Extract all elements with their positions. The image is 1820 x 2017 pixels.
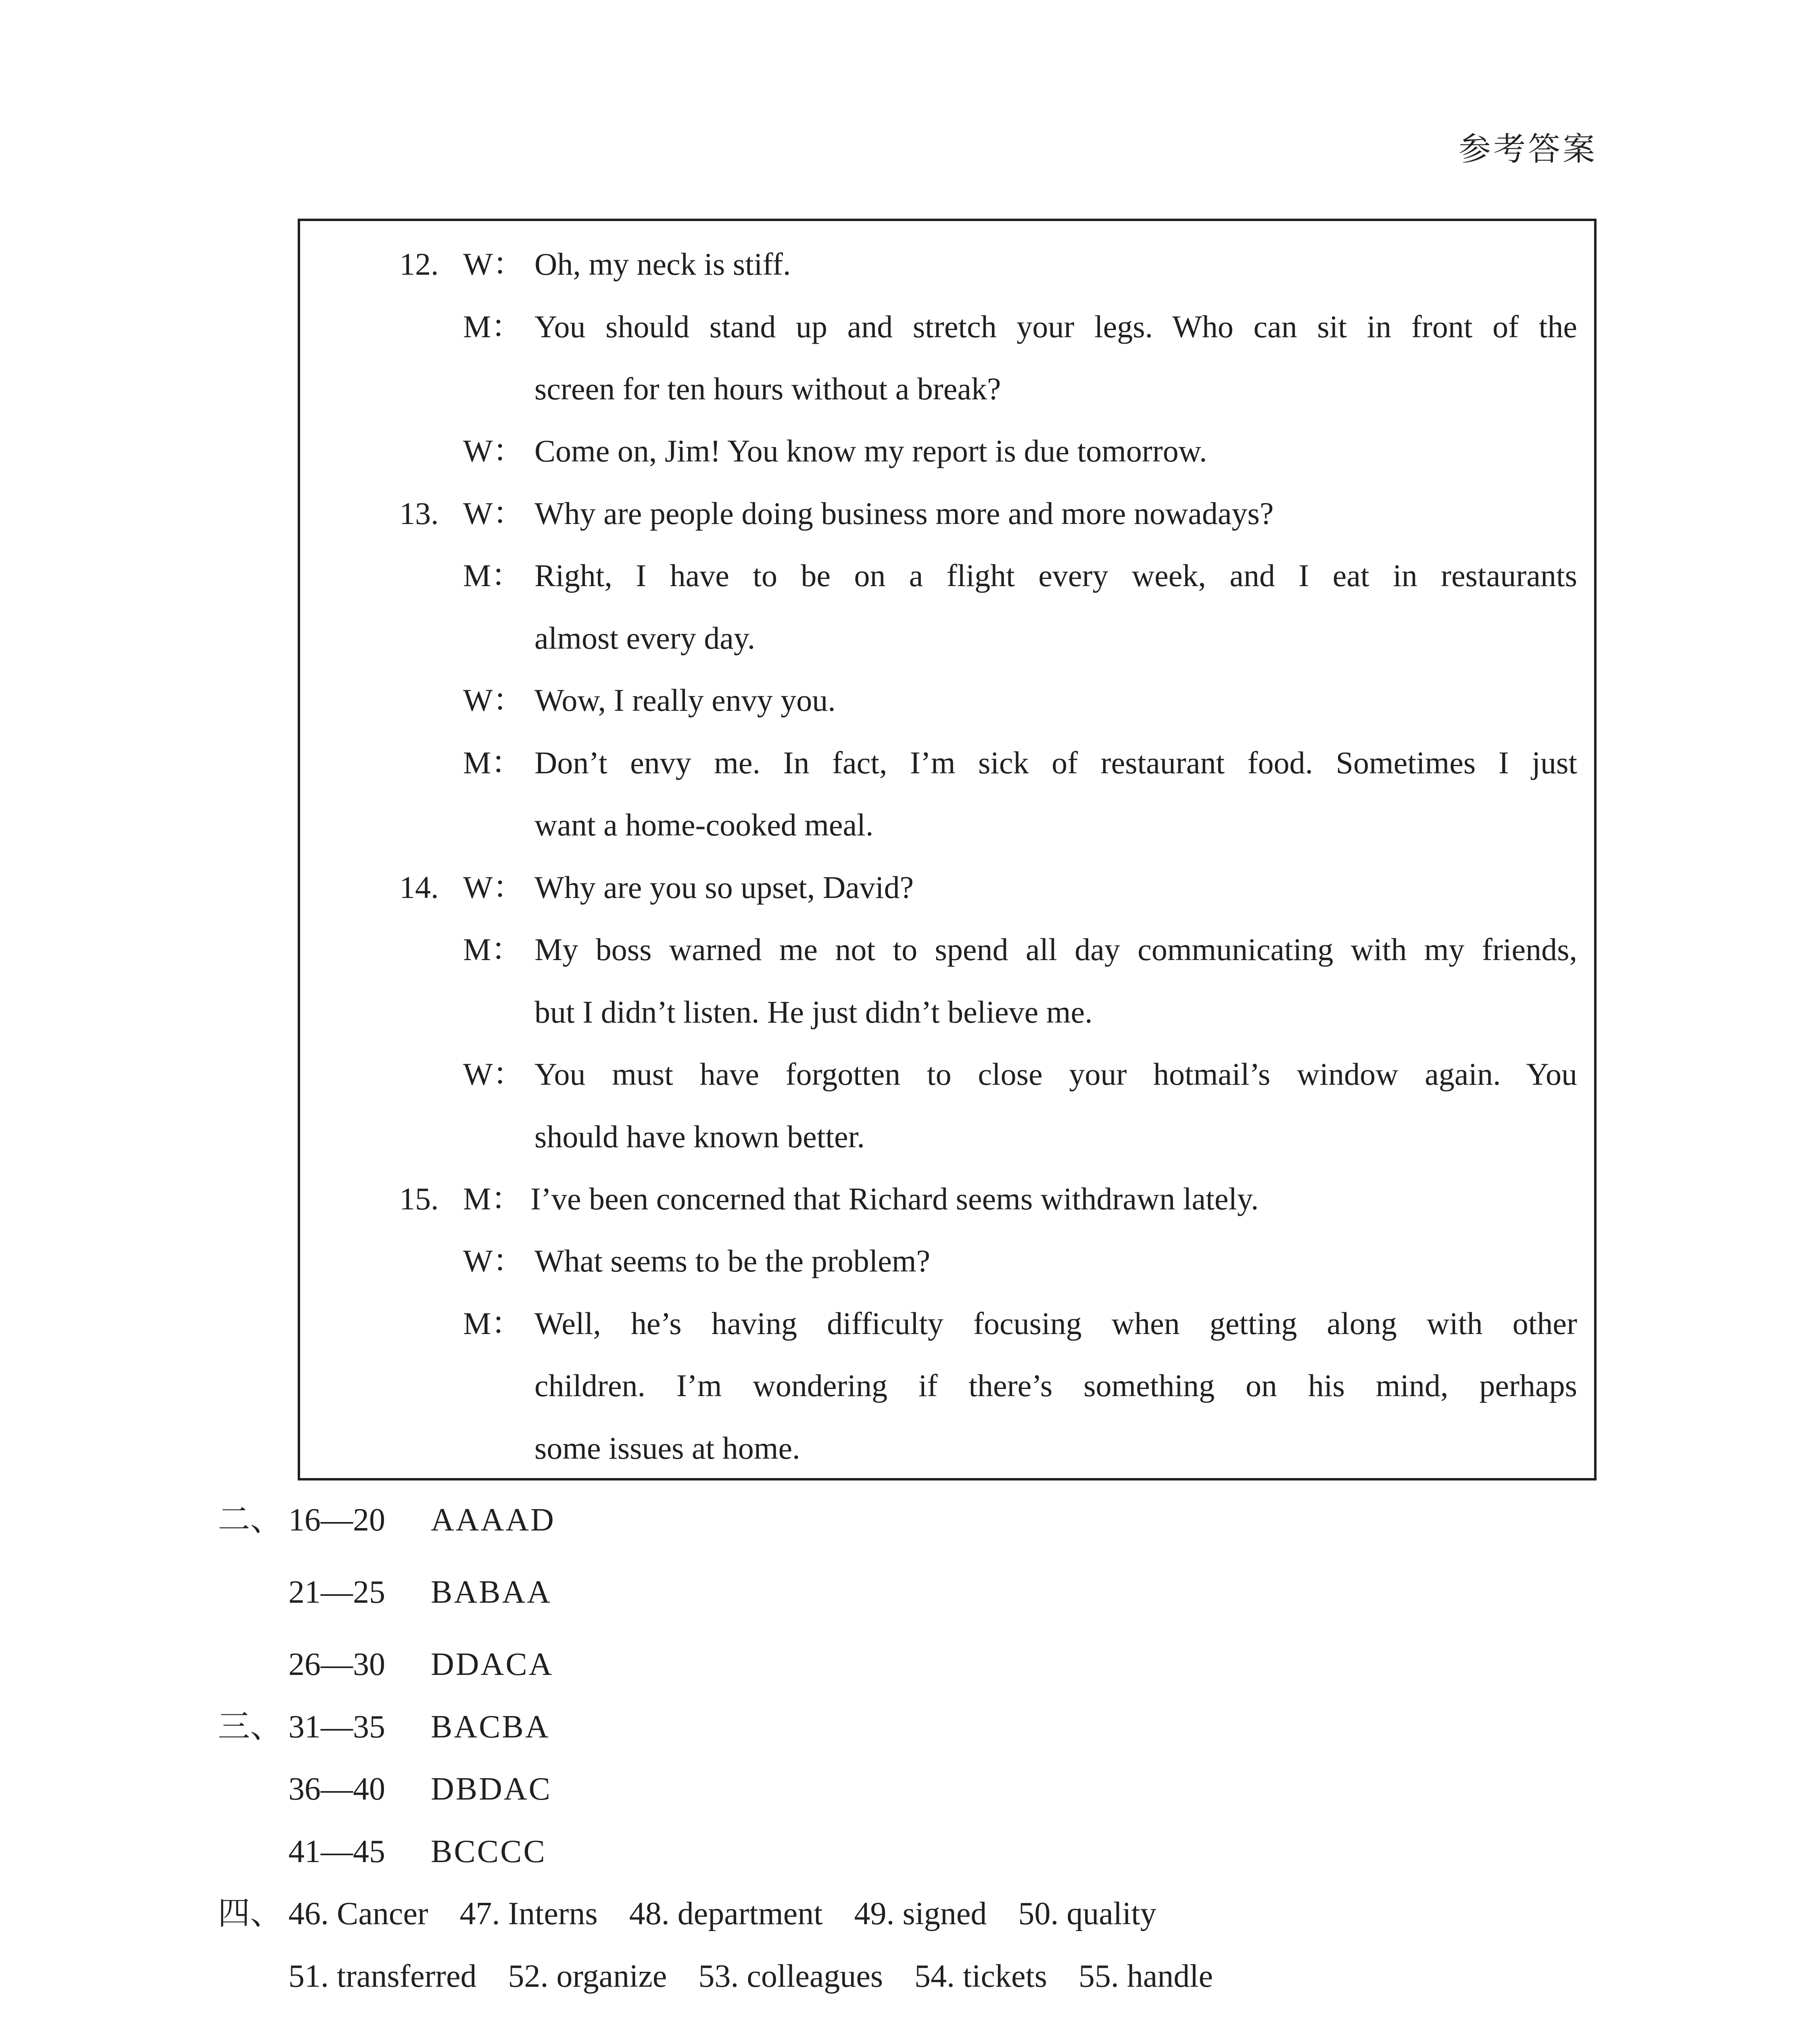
speaker-label: W： <box>463 870 524 905</box>
speaker-label: M： <box>463 558 523 593</box>
question-range: 36—40 <box>288 1771 385 1807</box>
question-range: 16—20 <box>288 1502 385 1538</box>
answer-key: BACBA <box>431 1709 550 1745</box>
dialogue-text: My boss warned me not to spend all day communicating with my friends, <box>534 932 1577 967</box>
word-answer: 53. colleagues <box>698 1959 883 1994</box>
word-answer: 46. Cancer <box>288 1896 428 1931</box>
dialogue-text: should have known better. <box>534 1119 865 1154</box>
dialogue-text: Right, I have to be on a flight every week, and I eat in restaurants <box>534 558 1577 593</box>
word-answer-row <box>288 1896 1188 1932</box>
dialogue-text: screen for ten hours without a break? <box>534 371 1001 406</box>
dialogue-text: Come on, Jim! You know my report is due tomorrow. <box>534 433 1207 468</box>
speaker-label: M： <box>463 1181 523 1216</box>
dialogue-text: Oh, my neck is stiff. <box>534 246 791 282</box>
word-answer: 48. department <box>629 1896 823 1931</box>
dialogue-text: Why are you so upset, David? <box>534 870 914 905</box>
listening-transcript-box <box>298 219 1597 1480</box>
question-number: 12. <box>399 246 439 282</box>
word-answer: 52. organize <box>508 1959 667 1994</box>
speaker-label: M： <box>463 932 523 967</box>
dialogue-text: You must have forgotten to close your hotmail’s window again. You <box>534 1057 1577 1092</box>
word-answer-row <box>288 1958 1244 1994</box>
dialogue-text: almost every day. <box>534 620 756 656</box>
word-answer: 50. quality <box>1018 1896 1156 1931</box>
section-label: 四、 <box>218 1896 282 1931</box>
dialogue-text: want a home-cooked meal. <box>534 807 874 842</box>
section-label: 三、 <box>218 1709 282 1745</box>
word-answer: 54. tickets <box>914 1959 1047 1994</box>
speaker-label: M： <box>463 745 523 780</box>
dialogue-text: children. I’m wondering if there’s something on his mind, perhaps <box>534 1368 1577 1403</box>
question-range: 41—45 <box>288 1834 385 1869</box>
speaker-label: W： <box>463 1243 524 1278</box>
question-range: 26—30 <box>288 1647 385 1682</box>
section-label: 二、 <box>218 1502 282 1538</box>
answer-key: DBDAC <box>431 1771 552 1807</box>
question-number: 15. <box>399 1181 439 1216</box>
dialogue-text: Well, he’s having difficulty focusing when getting along with other <box>534 1306 1577 1341</box>
answer-key: BABAA <box>431 1574 552 1610</box>
dialogue-text: Wow, I really envy you. <box>534 683 836 718</box>
word-answer: 49. signed <box>854 1896 987 1931</box>
speaker-label: W： <box>463 496 524 531</box>
dialogue-text: What seems to be the problem? <box>534 1243 931 1278</box>
speaker-label: W： <box>463 683 524 718</box>
speaker-label: M： <box>463 309 523 344</box>
dialogue-text: Why are people doing business more and more nowadays? <box>534 496 1274 531</box>
dialogue-text: You should stand up and stretch your legs. Who can sit in front of the <box>534 309 1577 344</box>
page-header-title: 参考答案 <box>1459 132 1597 167</box>
speaker-label: W： <box>463 433 524 468</box>
question-range: 31—35 <box>288 1709 385 1745</box>
speaker-label: W： <box>463 1057 524 1092</box>
question-range: 21—25 <box>288 1574 385 1610</box>
dialogue-text: some issues at home. <box>534 1430 800 1466</box>
question-number: 14. <box>399 870 439 905</box>
word-answer: 51. transferred <box>288 1959 477 1994</box>
dialogue-text: Don’t envy me. In fact, I’m sick of restaurant food. Sometimes I just <box>534 745 1577 780</box>
answer-key: DDACA <box>431 1647 554 1682</box>
question-number: 13. <box>399 496 439 531</box>
word-answer: 47. Interns <box>459 1896 598 1931</box>
answer-key: BCCCC <box>431 1834 547 1869</box>
speaker-label: W： <box>463 246 524 282</box>
word-answer: 55. handle <box>1078 1959 1213 1994</box>
answer-key: AAAAD <box>431 1502 555 1538</box>
dialogue-text: but I didn’t listen. He just didn’t believe me. <box>534 994 1093 1029</box>
dialogue-text: I’ve been concerned that Richard seems withdrawn lately. <box>530 1181 1259 1216</box>
speaker-label: M： <box>463 1306 523 1341</box>
